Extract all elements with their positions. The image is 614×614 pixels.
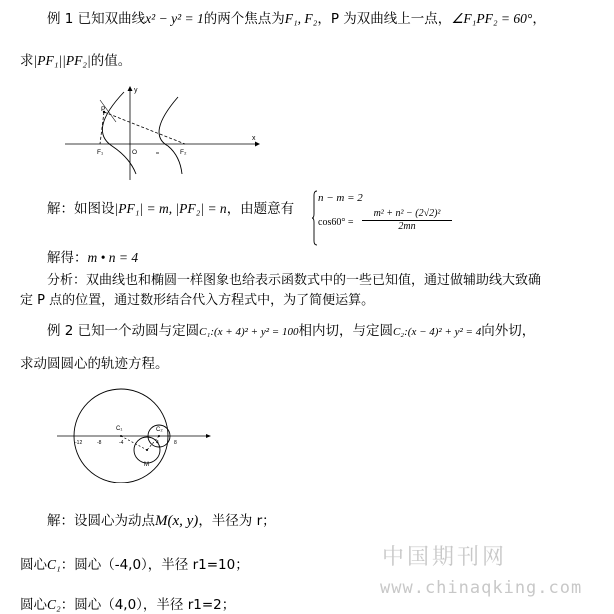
result1-prefix: 解得： <box>47 250 88 266</box>
ex1-text-end: ， <box>532 11 546 27</box>
fig1-line-P-F1 <box>100 112 104 144</box>
ex1-text-b: 的两个焦点为 <box>203 11 285 27</box>
ex2-text-c: 向外切， <box>481 323 536 339</box>
figure-hyperbola <box>60 82 270 182</box>
figure-circles <box>55 378 225 483</box>
sol1-fraction <box>362 208 452 232</box>
sol1-eq1: n − m = 2 <box>318 192 363 204</box>
sol2-c1-prefix: 圆心 <box>20 557 47 573</box>
sol2-c2-desc: ：圆心（4,0），半径 r1=2； <box>60 597 236 613</box>
sol1-defs: |PF₁| = m, |PF₂| = n <box>114 201 227 216</box>
ex2-line2: 求动圆圆心的轨迹方程。 <box>20 356 169 372</box>
fig2-point-C1 <box>120 435 122 437</box>
fig1-left-branch <box>102 92 136 174</box>
sol2-text-b: ，半径为 r； <box>198 513 276 529</box>
watermark-cn: 中国期刊网 <box>382 545 508 570</box>
analysis-line2: 定 P 点的位置，通过数形结合代入方程式中，为了简便运算。 <box>20 293 375 308</box>
ex1-text-c: ，P 为双曲线上一点， <box>317 11 452 27</box>
sol1-system <box>312 190 462 248</box>
sol2-c1: C₁ <box>47 557 61 572</box>
sol2-c1-desc: ：圆心（-4,0），半径 r1=10； <box>60 557 249 573</box>
result1-line <box>47 249 138 267</box>
ex2-line1 <box>47 322 535 341</box>
sol2-c2-prefix: 圆心 <box>20 597 47 613</box>
ex1-text-a: 例 1 已知双曲线 <box>47 11 146 27</box>
fig1-label-x: x <box>252 135 256 142</box>
ex1-ask: 求 <box>20 53 34 69</box>
fig2-tick-label: -12 <box>75 440 83 446</box>
fig2-label-C1: C₁ <box>116 426 123 432</box>
sol2-line1 <box>47 512 276 530</box>
ex1-angle: ∠F₁PF₂ = 60° <box>451 11 533 26</box>
sol2-point-M: M(x, y) <box>155 513 199 529</box>
ex2-text-b: 相内切，与定圆 <box>298 323 393 339</box>
ex2-circle2: C₂:(x − 4)² + y² = 4 <box>392 326 482 338</box>
fig1-line-P-F2 <box>104 112 185 144</box>
fig2-label-C2: C₂ <box>156 427 163 433</box>
fig2-label-M: M <box>144 462 149 468</box>
sol1-prefix: 解：如图设 <box>47 201 115 217</box>
fig1-label-F2: F₂ <box>180 149 187 156</box>
analysis-line1: 分析：双曲线也和椭圆一样图象也给表示函数式中的一些已知值，通过做辅助线大致确 <box>47 273 542 288</box>
sol2-line3 <box>20 596 235 614</box>
ex1-line1 <box>47 10 546 28</box>
fig2-tick-label: -4 <box>119 440 124 446</box>
fig2-tick-label: 4 <box>156 440 159 446</box>
ex1-formula-hyperbola: x² − y² = 1 <box>145 11 204 26</box>
result1-formula: m • n = 4 <box>87 250 139 265</box>
sol2-c2: C₂ <box>47 597 61 612</box>
fig1-x-arrow <box>255 142 260 147</box>
fig1-label-y: y <box>134 87 138 94</box>
sol2-text-a: 解：设圆心为动点 <box>47 513 155 529</box>
fig1-y-arrow <box>128 86 133 91</box>
fig2-point-C2 <box>158 435 160 437</box>
sol1-suffix: ，由题意有 <box>226 201 295 217</box>
ex1-product: |PF₁||PF₂| <box>33 53 91 68</box>
sol1-denominator: 2mn <box>398 221 416 232</box>
ex2-text-a: 例 2 已知一个动圆与定圆 <box>47 323 200 339</box>
fig1-label-F1: F₁ <box>97 149 104 156</box>
fig2-tick-label: -8 <box>97 440 102 446</box>
fig2-point-M <box>146 449 148 451</box>
sol1-eq2: cos60° = <box>318 217 354 228</box>
fig1-label-P: P <box>101 106 106 113</box>
watermark-url: www.chinaqking.com <box>380 578 583 598</box>
fig1-right-branch <box>159 97 182 174</box>
sol1-line <box>47 200 294 218</box>
sol2-line2 <box>20 556 249 574</box>
ex1-value: 的值。 <box>90 53 132 69</box>
ex2-circle1: C₁:(x + 4)² + y² = 100 <box>199 326 299 338</box>
fig2-tick-label: 8 <box>174 440 177 446</box>
sol1-numerator: m² + n² − (2√2)² <box>362 208 452 221</box>
fig1-label-O: O <box>132 149 138 156</box>
ex1-line2 <box>20 52 131 70</box>
ex1-foci: F₁, F₂ <box>284 11 318 26</box>
fig2-x-arrow <box>206 434 211 438</box>
